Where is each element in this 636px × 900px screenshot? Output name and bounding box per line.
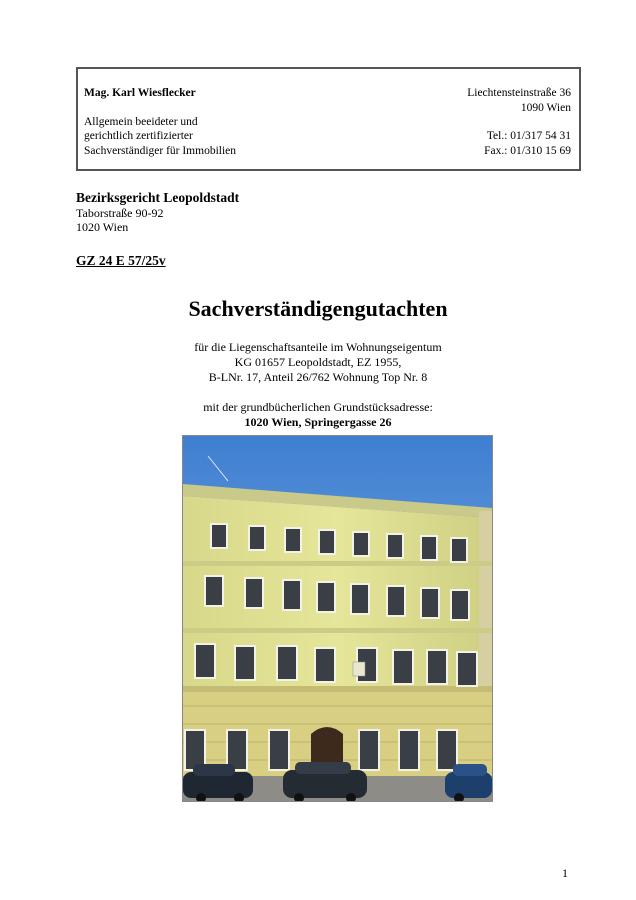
subtitle-line-1: für die Liegenschaftsanteile im Wohnungseigentum [194, 340, 442, 354]
building-facade-image [183, 436, 492, 801]
subtitle-line-3: B-LNr. 17, Anteil 26/762 Wohnung Top Nr. 8 [208, 370, 428, 384]
letterhead-left [84, 86, 236, 158]
court-name: Bezirksgericht Leopoldstadt [76, 190, 240, 205]
expert-description-3: Sachverständiger für Immobilien [84, 144, 237, 157]
court-address [76, 190, 239, 234]
letterhead-right [467, 86, 571, 158]
building-photo [182, 435, 493, 802]
property-description [0, 340, 636, 385]
expert-telephone: Tel.: 01/317 54 31 [486, 130, 571, 142]
expert-description-1: Allgemein beeideter und [84, 115, 198, 128]
subtitle-line-2: KG 01657 Leopoldstadt, EZ 1955, [234, 355, 402, 369]
court-street: Taborstraße 90-92 [76, 206, 164, 220]
document-title: Sachverständigengutachten [188, 296, 448, 321]
expert-name: Mag. Karl Wiesflecker [84, 87, 196, 99]
expert-city: 1090 Wien [520, 101, 571, 114]
property-address: 1020 Wien, Springergasse 26 [244, 415, 392, 429]
expert-description-2: gerichtlich zertifizierter [84, 130, 193, 142]
court-city: 1020 Wien [76, 220, 129, 234]
expert-fax: Fax.: 01/310 15 69 [484, 144, 571, 157]
case-number: GZ 24 E 57/25v [76, 253, 166, 268]
page-number: 1 [562, 866, 568, 880]
letterhead-box [76, 67, 581, 171]
expert-street: Liechtensteinstraße 36 [467, 87, 571, 99]
subtitle-line-4: mit der grundbücherlichen Grundstücksadresse: [203, 400, 433, 414]
property-address-block [0, 400, 636, 430]
